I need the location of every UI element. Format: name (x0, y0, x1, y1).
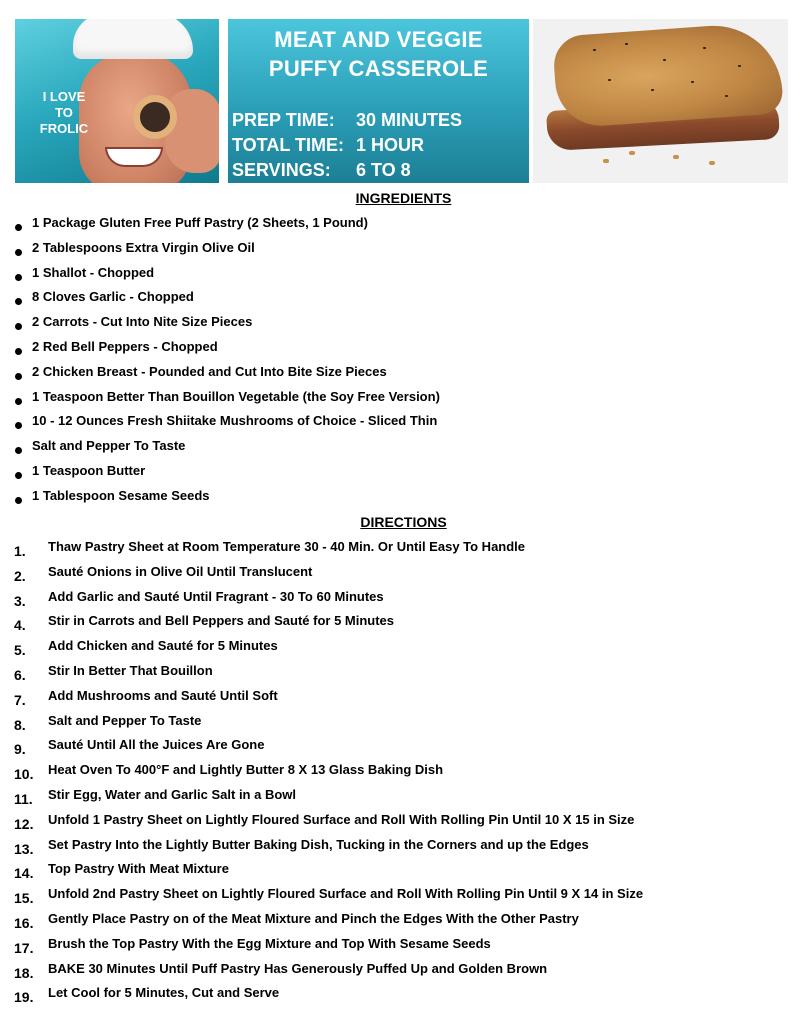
prep-time-value: 30 MINUTES (356, 110, 463, 130)
step-text: Add Garlic and Sauté Until Fragrant - 30 To 60 Minutes (48, 588, 384, 604)
step-text: Stir in Carrots and Bell Peppers and Sauté for 5 Minutes (48, 613, 395, 629)
bullet (15, 298, 22, 305)
frolic-line: FROLIC (39, 121, 89, 136)
step-number: 11. (14, 790, 33, 807)
step-number: 6. (14, 666, 26, 683)
step-number: 18. (14, 964, 34, 981)
step-number: 1. (14, 543, 26, 559)
step-number: 19. (14, 989, 34, 1006)
bullet (15, 497, 22, 504)
sesame-seed (593, 49, 596, 51)
bullet (15, 398, 22, 405)
sesame-seed (608, 79, 611, 81)
step-text: Add Chicken and Sauté for 5 Minutes (48, 638, 278, 654)
bullet (15, 422, 22, 429)
ingredient-text: 1 Tablespoon Sesame Seeds (32, 487, 210, 503)
step-text: Brush the Top Pastry With the Egg Mixture and Top With Sesame Seeds (48, 935, 491, 951)
crumb (673, 155, 679, 159)
chef-hand-image (165, 89, 219, 173)
ingredient-text: 1 Package Gluten Free Puff Pastry (2 Sheets, 1 Pound) (32, 215, 368, 230)
ingredient-text: 2 Red Bell Peppers - Chopped (32, 338, 218, 354)
sesame-seed (651, 89, 654, 91)
step-text: Let Cool for 5 Minutes, Cut and Serve (48, 985, 280, 1001)
directions-heading: DIRECTIONS (360, 514, 447, 530)
step-number: 5. (14, 642, 26, 659)
ingredient-text: 1 Shallot - Chopped (32, 264, 155, 280)
bullet (15, 323, 22, 330)
step-text: BAKE 30 Minutes Until Puff Pastry Has Generously Puffed Up and Golden Brown (48, 960, 548, 976)
step-number: 12. (14, 815, 34, 832)
step-text: Unfold 2nd Pastry Sheet on Lightly Floured Surface and Roll With Rolling Pin Until 9 X 14 in Size (48, 886, 644, 902)
step-number: 14. (14, 865, 34, 882)
step-number: 7. (14, 691, 26, 708)
ingredient-text: 2 Chicken Breast - Pounded and Cut Into Bite Size Pieces (32, 363, 387, 379)
step-text: Heat Oven To 400°F and Lightly Butter 8 X 13 Glass Baking Dish (48, 762, 444, 778)
step-number: 4. (14, 617, 26, 634)
bullet (15, 348, 22, 355)
ingredient-text: 1 Teaspoon Butter (32, 462, 146, 478)
bullet (15, 472, 22, 479)
pastry-ring-image (133, 95, 177, 139)
frolic-line: TO (55, 105, 73, 120)
step-number: 13. (14, 840, 34, 857)
ingredient-text: 2 Carrots - Cut Into Nite Size Pieces (32, 314, 253, 330)
bullet (15, 373, 22, 380)
step-number: 17. (14, 939, 34, 956)
step-text: Gently Place Pastry on of the Meat Mixture and Pinch the Edges With the Other Pastry (48, 910, 579, 926)
prep-time (232, 109, 462, 131)
ingredient-text: Salt and Pepper To Taste (32, 438, 186, 454)
ingredients-heading: INGREDIENTS (355, 190, 452, 206)
bullet (15, 447, 22, 454)
ingredient-text: 10 - 12 Ounces Fresh Shiitake Mushrooms of Choice - Sliced Thin (32, 413, 438, 429)
step-text: Set Pastry Into the Lightly Butter Baking Dish, Tucking in the Corners and up the Edges (48, 836, 589, 852)
step-number: 15. (14, 890, 34, 907)
sesame-seed (725, 95, 728, 97)
frolic-badge (29, 89, 99, 137)
sesame-seed (691, 81, 694, 83)
step-text: Thaw Pastry Sheet at Room Temperature 30 - 40 Min. Or Until Easy To Handle (48, 539, 526, 554)
bullet (15, 249, 22, 256)
total-time-label: TOTAL TIME: (232, 135, 344, 155)
crumb (709, 161, 715, 165)
sesame-seed (625, 43, 628, 45)
bullet (15, 274, 22, 281)
step-number: 3. (14, 592, 26, 609)
prep-time-label: PREP TIME: (232, 110, 335, 130)
crumb (629, 151, 635, 155)
sesame-seed (663, 59, 666, 61)
step-text: Sauté Until All the Juices Are Gone (48, 737, 265, 753)
total-time (232, 134, 424, 156)
ingredient-text: 8 Cloves Garlic - Chopped (32, 289, 194, 305)
step-text: Top Pastry With Meat Mixture (48, 861, 229, 877)
casserole-photo (533, 19, 788, 183)
bullet (15, 224, 22, 231)
frolic-line: I LOVE (42, 89, 86, 104)
step-text: Unfold 1 Pastry Sheet on Lightly Floured Surface and Roll With Rolling Pin Until 10 X 15 in Size (48, 811, 635, 827)
recipe-title-panel (228, 19, 529, 183)
ingredient-text: 2 Tablespoons Extra Virgin Olive Oil (32, 239, 255, 255)
recipe-title-line: PUFFY CASSEROLE (268, 56, 489, 81)
step-text: Salt and Pepper To Taste (48, 712, 202, 728)
recipe-title-line: MEAT AND VEGGIE (274, 27, 483, 52)
servings-label: SERVINGS: (232, 160, 331, 180)
step-number: 9. (14, 741, 26, 758)
step-number: 10. (14, 766, 34, 783)
crumb (603, 159, 609, 163)
total-time-value: 1 HOUR (356, 135, 425, 155)
step-text: Stir Egg, Water and Garlic Salt in a Bowl (48, 786, 297, 802)
step-number: 8. (14, 716, 26, 733)
step-number: 16. (14, 914, 34, 931)
chef-hat-image (73, 19, 193, 59)
recipe-title (228, 25, 529, 83)
step-text: Add Mushrooms and Sauté Until Soft (48, 687, 278, 703)
step-text: Stir In Better That Bouillon (48, 662, 213, 678)
servings-value: 6 TO 8 (356, 160, 411, 180)
casserole-crust-image (552, 21, 784, 129)
ingredient-text: 1 Teaspoon Better Than Bouillon Vegetable (the Soy Free Version) (32, 388, 440, 404)
chef-photo-panel (15, 19, 219, 183)
sesame-seed (703, 47, 706, 49)
step-text: Sauté Onions in Olive Oil Until Translucent (48, 563, 313, 579)
sesame-seed (738, 65, 741, 67)
step-number: 2. (14, 567, 26, 584)
servings (232, 159, 411, 181)
